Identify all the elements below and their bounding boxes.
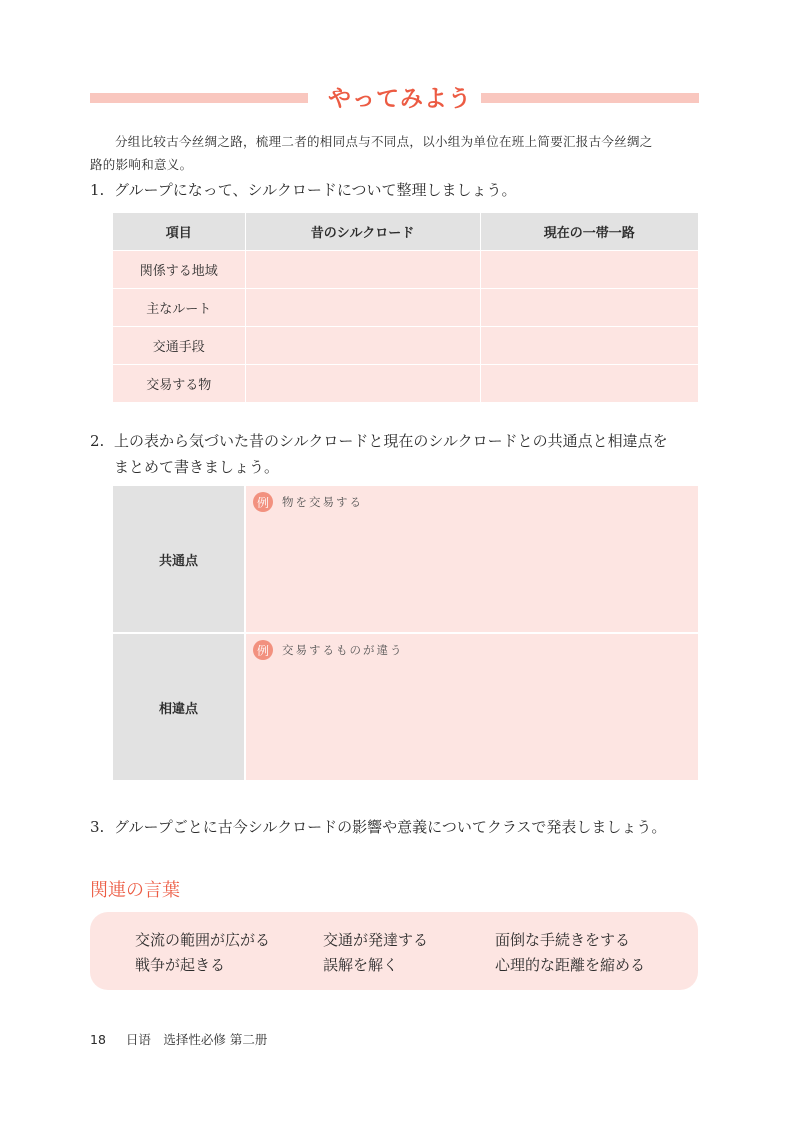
- question-3-text: グループごとに古今シルクロードの影響や意義についてクラスで発表しましょう。: [114, 818, 667, 836]
- example-hint: [253, 492, 363, 512]
- answer-cell[interactable]: [480, 365, 698, 403]
- header-old-silk-road: 昔のシルクロード: [245, 213, 480, 251]
- row-label: 交易する物: [113, 365, 245, 403]
- question-1: [90, 178, 517, 202]
- answer-cell[interactable]: [245, 251, 480, 289]
- related-words-title: 関連の言葉: [90, 880, 180, 901]
- question-3-number: 3.: [90, 818, 105, 836]
- row-label: 交通手段: [113, 327, 245, 365]
- common-points-label: 共通点: [113, 486, 244, 632]
- difference-points-label: 相違点: [113, 634, 244, 780]
- row-label: 関係する地域: [113, 251, 245, 289]
- page-number: 18: [90, 1032, 106, 1047]
- related-word: 面倒な手続きをする: [495, 931, 631, 949]
- table-row: [113, 327, 698, 365]
- question-1-number: 1.: [90, 181, 105, 199]
- related-words-box: [90, 912, 698, 990]
- question-2-number: 2.: [90, 432, 105, 450]
- example-text: 物を交易する: [282, 495, 363, 509]
- related-word: 誤解を解く: [323, 956, 399, 974]
- intro-line-1: 分组比较古今丝绸之路，梳理二者的相同点与不同点，以小组为单位在班上简要汇报古今丝绸之: [115, 134, 653, 149]
- table-header-row: [113, 213, 698, 251]
- intro-line-2: 路的影响和意义。: [90, 157, 193, 172]
- answer-cell[interactable]: [245, 365, 480, 403]
- page-footer: [90, 1030, 267, 1048]
- question-3: [90, 815, 666, 839]
- table-row: [113, 289, 698, 327]
- header-belt-and-road: 現在の一帯一路: [480, 213, 698, 251]
- question-2-line-1: 上の表から気づいた昔のシルクロードと現在のシルクロードとの共通点と相違点を: [114, 432, 668, 450]
- intro-text: [90, 130, 702, 176]
- example-text: 交易するものが違う: [282, 643, 404, 657]
- silk-road-table: [113, 213, 698, 402]
- answer-cell[interactable]: [480, 327, 698, 365]
- answer-cell[interactable]: [245, 327, 480, 365]
- related-word: 交流の範囲が広がる: [135, 931, 271, 949]
- answer-cell[interactable]: [245, 289, 480, 327]
- related-word: 戦争が起きる: [135, 956, 226, 974]
- section-title: やってみよう: [328, 86, 472, 112]
- example-badge: 例: [253, 640, 273, 660]
- question-1-text: グループになって、シルクロードについて整理しましょう。: [114, 181, 517, 199]
- header-item: 項目: [113, 213, 245, 251]
- related-word: 交通が発達する: [323, 931, 429, 949]
- example-badge: 例: [253, 492, 273, 512]
- book-title: 日语 选择性必修 第二册: [125, 1032, 268, 1047]
- table-row: [113, 365, 698, 403]
- answer-cell[interactable]: [480, 251, 698, 289]
- comparison-row-difference: [113, 634, 698, 780]
- comparison-table: [113, 486, 698, 781]
- comparison-row-common: [113, 486, 698, 632]
- question-2: [90, 429, 668, 453]
- table-row: [113, 251, 698, 289]
- difference-points-answer-area[interactable]: [246, 634, 698, 780]
- common-points-answer-area[interactable]: [246, 486, 698, 632]
- related-word: 心理的な距離を縮める: [495, 956, 646, 974]
- question-2-line-2: まとめて書きましょう。: [114, 458, 280, 476]
- example-hint: [253, 640, 404, 660]
- row-label: 主なルート: [113, 289, 245, 327]
- answer-cell[interactable]: [480, 289, 698, 327]
